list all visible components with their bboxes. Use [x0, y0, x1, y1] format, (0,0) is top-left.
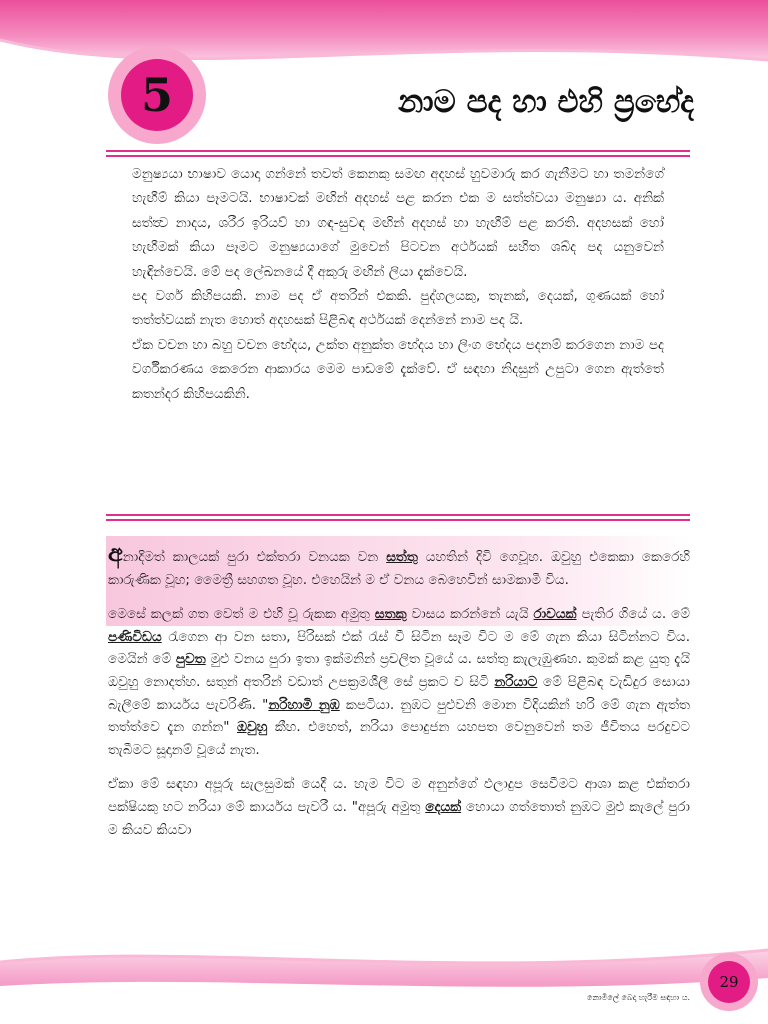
underlined-noun: පුවත — [175, 651, 206, 668]
underlined-noun: පණිවිඩය — [108, 628, 162, 645]
text-run: මෙසේ කලක් ගත වෙත් ම එහි වූ රුකක අමුතු — [108, 606, 375, 623]
text-run: නාදිමත් කාලයක් පුරා එක්තරා වනයක වන — [122, 549, 387, 565]
chapter-title: නාම පද හා එහි ප්‍රභේද — [398, 84, 694, 120]
underlined-noun: නරිහාමි නුඹ — [268, 696, 340, 713]
text-run: මුළු වනය පුරා ඉතා ඉක්මනින් ප්‍රචලිත වූයේ ය. සත්තු කැලැඹුණහ. කුමක් කළ යුතු දැයි ඔවුහු නොදත්හ. සතුන් අතරින් වඩාත් උපක්‍රමශීලී සේ ප්‍රකට ව සිටි — [108, 651, 690, 690]
intro-paragraph: මනුෂ්‍යයා භාෂාව යොදා ගන්නේ තවත් කෙනකු සමඟ අදහස් හුවමාරු කර ගැනීමට හා තමන්ගේ හැඟීම් කියා පෑමටයි. භාෂාවක් මඟින් අදහස් පළ කරන එක ම සත්ත්වයා මනුෂ්‍යා ය. අනික් සත්ත්‍ව නාදය, ශරීර ඉරියව් හා ගඳ-සුවඳ මඟින් අදහස් හා හැඟීම් පළ කරති. අදහසක් හෝ හැඟීමක් කියා පෑමට මනුෂ්‍යයාගේ මුවෙන් පිටවන අර්ථයක් සහිත ශබ්ද පද යනුවෙන් හැඳින්වෙයි. මේ පද ලේඛනයේ දී අකුරු මඟින් ලියා දැක්වෙයි. — [132, 166, 664, 280]
page-number-badge — [700, 953, 758, 1011]
story-text — [108, 539, 691, 853]
underlined-noun: සතකු — [374, 606, 407, 623]
text-run: ඒකා මේ සඳහා අපූරු සැලසුමක් යෙදී ය. හැම විට ම අනුන්ගේ ඵලාදුප සෙවීමට ආශා කළ එක්තරා පක්ෂියකු හට නරියා මේ කාර්යය පැවරී ය. "අපූරු අමුතු — [108, 776, 690, 815]
intro-text — [132, 162, 664, 406]
text-run: යහතින් දිවි ගෙවූහ. ඔවුහු එකෙකා කෙරෙහි කාරුණික වූහ; මෛත්‍රී සහගත වූහ. එහෙයින් ම ඒ වනය බෙහෙවින් සාමකාමී විය. — [108, 549, 690, 588]
text-run: පැතිර ගියේ ය. මේ — [576, 606, 691, 623]
underlined-noun: සත්තු — [386, 549, 418, 565]
intro-top-rule — [106, 150, 690, 157]
text-run: රැගෙන ආ වන සතා, පිරිසක් එක් රැස් වී සිටින සෑම විට ම මේ ගැන කියා සිටින්නට විය. මෙයින් මේ — [108, 628, 690, 668]
text-run: කීහ. එහෙත්, නරියා පොදුජන යහපත වෙනුවෙන් තම ජීවිතය පරදුවට තැබීමට සූදානම් වූයේ නැත. — [108, 719, 690, 758]
chapter-number-badge — [108, 46, 206, 144]
underlined-noun: රාවයක් — [533, 606, 577, 623]
text-run: හොයා ගත්තොත් නුඹට මුළු කැලේ පුරා ම කියව කියවා — [108, 798, 690, 838]
page-number: 29 — [708, 961, 750, 1003]
story-paragraph — [108, 773, 690, 841]
drop-cap: අ — [108, 539, 123, 567]
text-run: කපටියා. නුඹට පුළුවනි මොන විදියකින් හරි මේ ගැන ඇත්ත තත්ත්වෙ දැන ගන්න" — [108, 696, 690, 736]
text-run: මේ පිළිබඳ වැඩිදුර සොයා බැලීමේ කාර්යය පැවරිණි. " — [108, 673, 690, 713]
chapter-number: 5 — [121, 59, 193, 131]
story-paragraph — [108, 539, 690, 591]
story-paragraph — [108, 603, 690, 761]
underlined-noun: නරියාට — [494, 673, 538, 690]
underlined-noun: දෙයක් — [425, 798, 462, 815]
underlined-noun: ඔවුහු — [237, 719, 268, 736]
bottom-wave-decoration — [0, 942, 768, 1024]
footer-note: නොමිලේ බෙදා හැරීම සඳහා ය. — [587, 993, 690, 1002]
intro-bottom-rule — [106, 514, 690, 521]
intro-paragraph: පද වර්ග කිහිපයකි. නාම පද ඒ අතරින් එකකි. පුද්ගලයකු, තැනක්, දෙයක්, ගුණයක් හෝ තත්ත්වයක් නැත හොත් අදහසක් පිළිබඳ අර්ථයක් දෙන්නේ නාම පද යි. — [132, 288, 664, 329]
intro-paragraph: ඒක වචන හා බහු වචන භේදය, උක්ත අනුක්ත භේදය හා ලිංග භේදය පදනම් කරගෙන නාම පද වර්ගීකරණය කෙරෙන ආකාරය මෙම පාඩමේ දැක්වේ. ඒ සඳහා නිදසුන් උපුටා ගෙන ඇත්තේ කතන්දර කිහිපයකිනි. — [132, 336, 664, 402]
text-run: වාසය කරන්නේ යැයි — [406, 606, 534, 623]
